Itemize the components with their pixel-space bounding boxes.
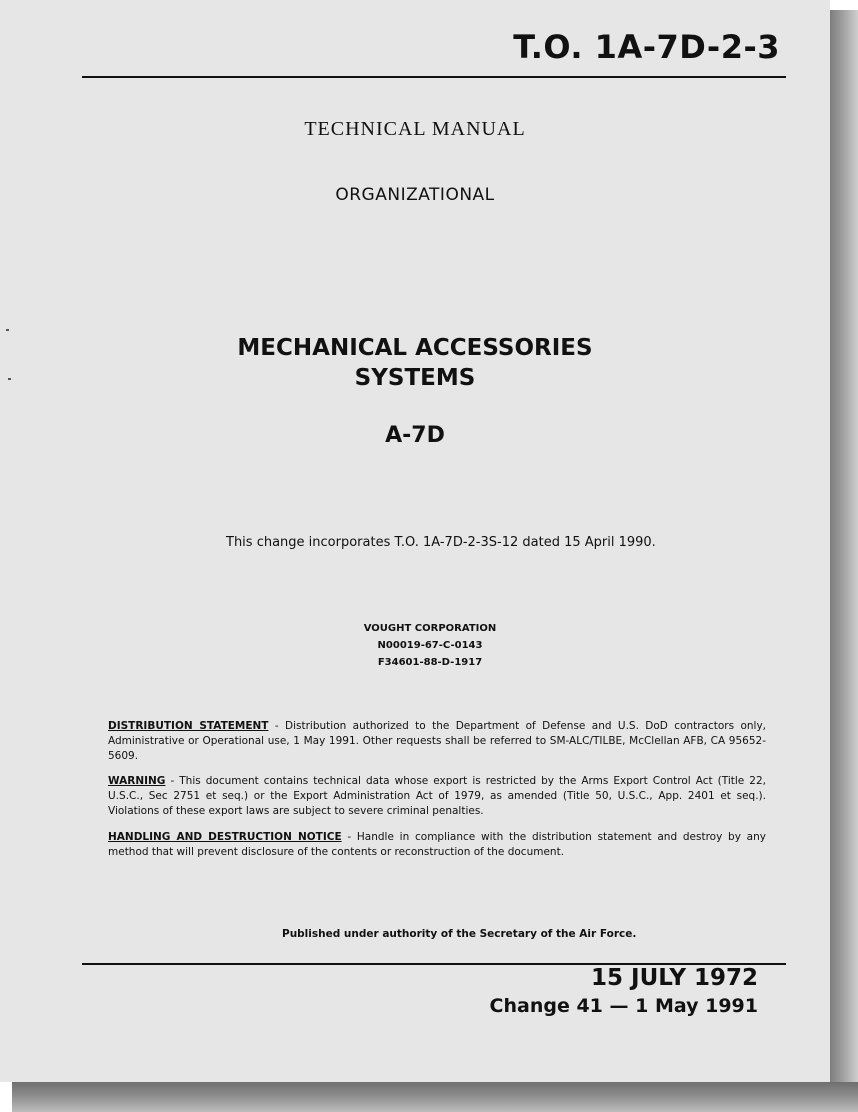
contractor-name: VOUGHT CORPORATION bbox=[363, 623, 497, 634]
manual-title-line2: SYSTEMS bbox=[354, 365, 476, 391]
page-shadow-right bbox=[830, 10, 858, 1112]
change-incorporation-note: This change incorporates T.O. 1A-7D-2-3S-12 dated 15 April 1990. bbox=[226, 535, 656, 550]
contractor-block bbox=[0, 620, 830, 671]
handling-notice bbox=[108, 830, 766, 860]
handling-notice-heading: HANDLING AND DESTRUCTION NOTICE bbox=[108, 831, 342, 843]
export-warning-heading: WARNING bbox=[108, 775, 166, 787]
contract-number-2: F34601-88-D-1917 bbox=[377, 657, 483, 668]
manual-title-line1: MECHANICAL ACCESSORIES bbox=[237, 335, 593, 361]
manual-type: TECHNICAL MANUAL bbox=[304, 118, 526, 140]
handling-notice-text: - Handle in compliance with the distribution statement and destroy by any method that will prevent disclosure of the contents or reconstruction of the document. bbox=[108, 831, 766, 858]
change-number: Change 41 — 1 May 1991 bbox=[489, 995, 758, 1017]
header-rule bbox=[82, 76, 786, 78]
contract-number-1: N00019-67-C-0143 bbox=[377, 640, 483, 651]
manual-level: ORGANIZATIONAL bbox=[335, 185, 495, 205]
export-warning bbox=[108, 774, 766, 819]
publication-authority: Published under authority of the Secretary of the Air Force. bbox=[282, 928, 637, 940]
export-warning-text: - This document contains technical data whose export is restricted by the Arms Export Control Act (Title 22, U.S.C., Sec 2751 et seq.) or the Export Administration Act of 1979, as amended (Title 50, U.S.C., App. 2401 et seq.). Violations of these export laws are subject to severe criminal penalties. bbox=[108, 775, 766, 817]
publication-date: 15 JULY 1972 bbox=[591, 965, 758, 991]
technical-order-number: T.O. 1A-7D-2-3 bbox=[513, 28, 780, 66]
manual-title bbox=[0, 333, 830, 393]
aircraft-designation: A-7D bbox=[385, 423, 445, 448]
distribution-statement-heading: DISTRIBUTION STATEMENT bbox=[108, 720, 269, 732]
distribution-statement-text: - Distribution authorized to the Department of Defense and U.S. DoD contractors only, Administrative or Operational use, 1 May 1991. Other requests shall be referred to SM-ALC/TILBE, McClellan AFB, CA 95652-5609. bbox=[108, 720, 767, 762]
page-shadow-bottom bbox=[12, 1082, 858, 1112]
scan-speck bbox=[6, 329, 9, 331]
distribution-statement bbox=[108, 719, 766, 764]
